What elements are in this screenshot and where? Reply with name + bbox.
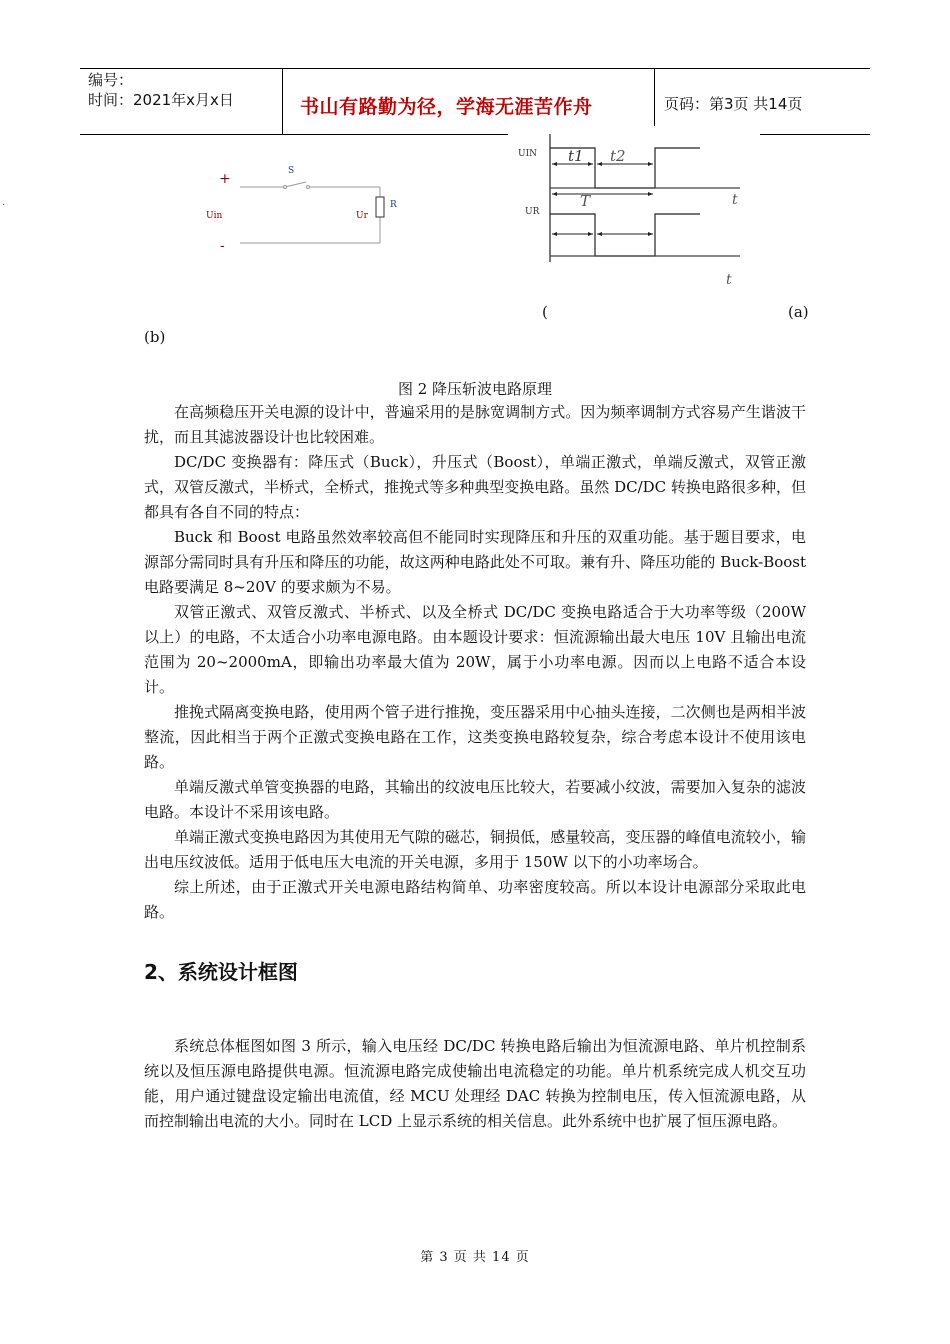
resistor-label: R xyxy=(390,200,397,210)
t1-label: t1 xyxy=(568,147,584,165)
page-footer: 第 3 页 共 14 页 xyxy=(420,1250,530,1265)
buck-circuit-diagram xyxy=(200,150,400,260)
paragraph: Buck 和 Boost 电路虽然效率较高但不能同时实现降压和升压的双重功能。基于题目要求，电源部分需同时具有升压和降压的功能，故这两种电路此处不可取。兼有升、降压功能的 Buck-Boost 电路要满足 8~20V 的要求颇为不易。 xyxy=(144,528,806,596)
figure-caption: 图 2 降压斩波电路原理 xyxy=(397,380,553,398)
paragraph: 双管正激式、双管反激式、半桥式、以及全桥式 DC/DC 变换电路适合于大功率等级（200W 以上）的电路，不太适合小功率电源电路。由本题设计要求：恒流源输出最大电压 10V 且输出电流范围为 20~2000mA，即输出功率最大值为 20W，属于小功率电源。因而以上电路不适合本设计。 xyxy=(144,603,806,696)
document-number: 编号： xyxy=(88,71,134,89)
header-page-info: 页码：第3页 共14页 xyxy=(664,95,803,113)
ur-label: Ur xyxy=(356,211,368,221)
ur-axis-label: UR xyxy=(525,207,540,217)
header-left xyxy=(88,70,234,110)
header-top-rule xyxy=(80,68,870,69)
section-heading: 2、系统设计框图 xyxy=(144,960,298,984)
figure-label-a: (a) xyxy=(788,303,809,321)
body-text-section2 xyxy=(144,1034,806,1134)
figure-label-b: (b) xyxy=(144,328,166,346)
paragraph: DC/DC 变换器有：降压式（Buck），升压式（Boost），单端正激式，单端反激式，双管正激式，双管反激式，半桥式，全桥式，推挽式等多种典型变换电路。虽然 DC/DC 转换电路很多种，但都具有各自不同的特点： xyxy=(144,453,806,521)
header-bottom-rule xyxy=(80,134,508,135)
uin-label: Uin xyxy=(206,211,223,221)
header-motto: 书山有路勤为径，学海无涯苦作舟 xyxy=(300,96,593,118)
document-date: 时间：2021年x月x日 xyxy=(88,91,234,109)
minus-label: - xyxy=(220,238,225,254)
header-divider xyxy=(282,68,283,134)
plus-label: + xyxy=(219,171,231,187)
timing-diagram xyxy=(500,132,790,292)
header-divider xyxy=(654,68,655,126)
t-axis-label: t xyxy=(726,272,732,288)
paragraph: 推挽式隔离变换电路，使用两个管子进行推挽，变压器采用中心抽头连接，二次侧也是两相半波整流，因此相当于两个正激式变换电路在工作，这类变换电路较复杂，综合考虑本设计不使用该电路。 xyxy=(144,703,806,771)
switch-label: S xyxy=(288,166,295,176)
t2-label: t2 xyxy=(610,147,626,165)
period-label: T xyxy=(580,192,591,210)
ur-waveform xyxy=(550,214,700,256)
paragraph: 单端反激式单管变换器的电路，其输出的纹波电压比较大，若要减小纹波，需要加入复杂的滤波电路。本设计不采用该电路。 xyxy=(144,778,806,821)
paragraph: 综上所述，由于正激式开关电源电路结构简单、功率密度较高。所以本设计电源部分采取此电路。 xyxy=(144,878,806,921)
uin-axis-label: UIN xyxy=(518,149,538,159)
resistor-symbol xyxy=(376,197,384,217)
margin-mark: · xyxy=(2,200,6,211)
t-axis-label: t xyxy=(732,192,738,208)
paragraph: 在高频稳压开关电源的设计中，普遍采用的是脉宽调制方式。因为频率调制方式容易产生谐波干扰，而且其滤波器设计也比较困难。 xyxy=(144,403,806,446)
body-text xyxy=(144,400,806,925)
figure-label-a-open: ( xyxy=(542,303,548,321)
paragraph: 单端正激式变换电路因为其使用无气隙的磁芯，铜损低，感量较高，变压器的峰值电流较小，输出电压纹波低。适用于低电压大电流的开关电源，多用于 150W 以下的小功率场合。 xyxy=(144,828,806,871)
paragraph: 系统总体框图如图 3 所示，输入电压经 DC/DC 转换电路后输出为恒流源电路、单片机控制系统以及恒压源电路提供电源。恒流源电路完成使输出电流稳定的功能。单片机系统完成人机交互功能，用户通过键盘设定输出电流值，经 MCU 处理经 DAC 转换为控制电压，传入恒流源电路，从而控制输出电流的大小。同时在 LCD 上显示系统的相关信息。此外系统中也扩展了恒压源电路。 xyxy=(144,1037,806,1130)
